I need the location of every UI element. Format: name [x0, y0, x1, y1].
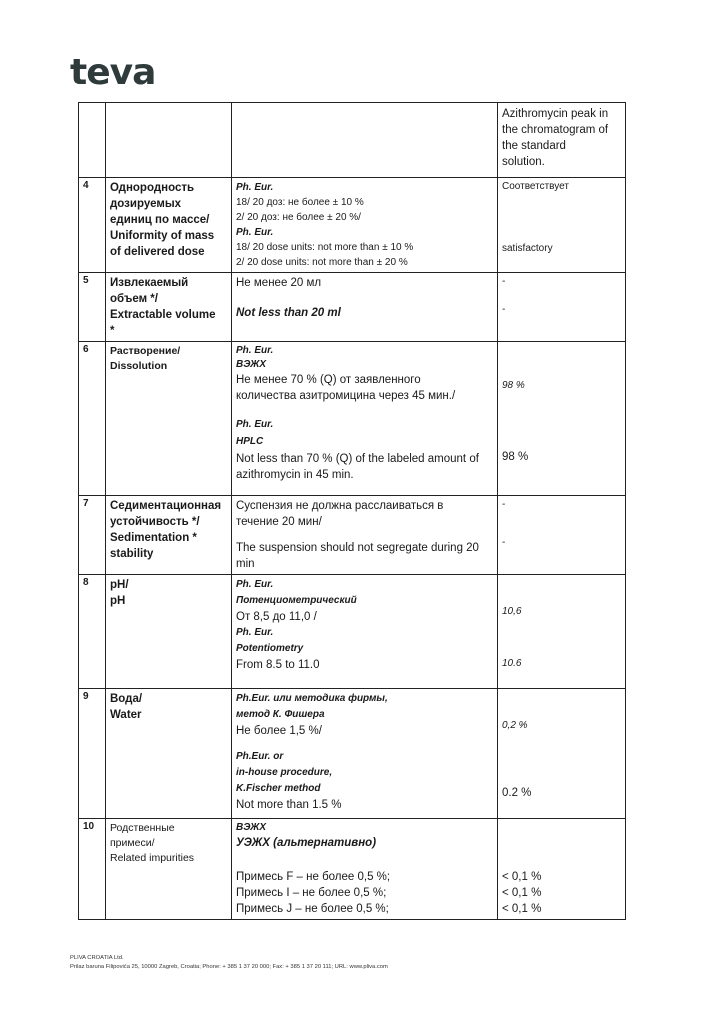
- row-number: [79, 103, 106, 178]
- row-number: 8: [79, 575, 106, 689]
- test-name: [106, 273, 232, 342]
- requirement: [232, 496, 498, 575]
- test-name: [106, 342, 232, 496]
- result: [498, 178, 626, 273]
- result-line: -: [502, 304, 506, 315]
- name-line: объем */: [110, 293, 158, 305]
- result-line: 0.2 %: [502, 787, 532, 799]
- test-name: [106, 178, 232, 273]
- table-row: [79, 496, 626, 575]
- method-label: Ph.Eur. or: [236, 751, 284, 762]
- method-label: УЭЖХ (альтернативно): [236, 837, 377, 849]
- test-name: [106, 689, 232, 819]
- name-line: Dissolution: [110, 360, 168, 372]
- specification-table: [78, 102, 626, 920]
- name-line: Извлекаемый: [110, 277, 189, 289]
- impurity-limit: Примесь I – не более 0,5 %;: [236, 887, 387, 899]
- result-line: 10.6: [502, 658, 522, 669]
- requirement: [232, 178, 498, 273]
- result: [498, 342, 626, 496]
- requirement-line: Not less than 20 ml: [236, 307, 341, 319]
- requirement-line: The suspension should not segregate during 20: [236, 542, 479, 554]
- requirement-line: 2/ 20 доз: не более ± 20 %/: [236, 212, 361, 223]
- result: [498, 496, 626, 575]
- result-line: the chromatogram of: [502, 124, 609, 136]
- table-row: [79, 342, 626, 496]
- row-number: 10: [79, 819, 106, 920]
- result: [498, 819, 626, 920]
- name-line: Sedimentation *: [110, 532, 197, 544]
- method-label: ВЭЖХ: [236, 359, 267, 370]
- requirement: [232, 819, 498, 920]
- method-label: Ph. Eur.: [236, 419, 274, 430]
- requirement: [232, 103, 498, 178]
- method-label: Ph. Eur.: [236, 345, 274, 356]
- requirement-line: Не более 1,5 %/: [236, 725, 322, 737]
- company-address: Prilaz baruna Filipovića 25, 10000 Zagreb, Croatia; Phone: + 385 1 37 20 000; Fax: + 385 1 37 20 111; URL: www.pliva.com: [70, 964, 388, 970]
- requirement-line: Не менее 20 мл: [236, 277, 322, 289]
- test-name: [106, 575, 232, 689]
- row-number: 4: [79, 178, 106, 273]
- result: [498, 689, 626, 819]
- name-line: *: [110, 325, 115, 337]
- row-number: 7: [79, 496, 106, 575]
- name-line: pH: [110, 595, 126, 607]
- impurity-limit: Примесь F – не более 0,5 %;: [236, 871, 391, 883]
- test-name: [106, 103, 232, 178]
- test-name: [106, 496, 232, 575]
- result-line: -: [502, 276, 506, 287]
- name-line: единиц по массе/: [110, 214, 210, 226]
- requirement: [232, 575, 498, 689]
- name-line: примеси/: [110, 837, 155, 849]
- name-line: Related impurities: [110, 852, 195, 864]
- method-label: Ph.Eur. или методика фирмы,: [236, 693, 388, 704]
- requirement: [232, 689, 498, 819]
- name-line: Вода/: [110, 693, 143, 705]
- result-line: Azithromycin peak in: [502, 108, 609, 120]
- result-line: 0,2 %: [502, 720, 528, 731]
- requirement: [232, 273, 498, 342]
- name-line: устойчивость */: [110, 516, 200, 528]
- requirement-line: От 8,5 до 11,0 /: [236, 611, 317, 623]
- result-line: -: [502, 499, 506, 510]
- test-name: [106, 819, 232, 920]
- result: [498, 103, 626, 178]
- method-label: in-house procedure,: [236, 767, 333, 778]
- requirement-line: min: [236, 558, 255, 570]
- requirement-line: 2/ 20 dose units: not more than ± 20 %: [236, 257, 408, 268]
- name-line: Uniformity of mass: [110, 230, 215, 242]
- requirement-line: Not less than 70 % (Q) of the labeled amount of: [236, 453, 479, 465]
- method-label: метод К. Фишера: [236, 709, 325, 720]
- method-label: K.Fischer method: [236, 783, 321, 794]
- name-line: Седиментационная: [110, 500, 222, 512]
- table-row: [79, 103, 626, 178]
- requirement-line: Суспензия не должна расслаиваться в: [236, 500, 444, 512]
- requirement-line: течение 20 мин/: [236, 516, 322, 528]
- requirement-line: количества азитромицина через 45 мин./: [236, 390, 456, 402]
- method-label: ВЭЖХ: [236, 822, 267, 833]
- requirement-line: 18/ 20 dose units: not more than ± 10 %: [236, 242, 414, 253]
- result-line: 98 %: [502, 451, 529, 463]
- requirement-line: Не менее 70 % (Q) от заявленного: [236, 374, 421, 386]
- result-line: 10,6: [502, 606, 522, 617]
- name-line: дозируемых: [110, 198, 182, 210]
- method-label: HPLC: [236, 436, 264, 447]
- name-line: pH/: [110, 579, 129, 591]
- result-line: < 0,1 %: [502, 903, 542, 915]
- row-number: 9: [79, 689, 106, 819]
- name-line: Однородность: [110, 182, 195, 194]
- company-name: PLIVA CROATIA Ltd.: [70, 955, 124, 961]
- result-line: < 0,1 %: [502, 871, 542, 883]
- result-line: satisfactory: [502, 243, 553, 254]
- method-label: Ph. Eur.: [236, 227, 274, 238]
- method-label: Потенциометрический: [236, 595, 357, 606]
- method-label: Potentiometry: [236, 643, 304, 654]
- method-label: Ph. Eur.: [236, 579, 274, 590]
- impurity-limit: Примесь J – не более 0,5 %;: [236, 903, 389, 915]
- name-line: Растворение/: [110, 345, 181, 357]
- requirement: [232, 342, 498, 496]
- table-row: [79, 273, 626, 342]
- requirement-line: From 8.5 to 11.0: [236, 659, 320, 671]
- name-line: Water: [110, 709, 142, 721]
- table-row: [79, 575, 626, 689]
- teva-logo: teva: [70, 52, 156, 93]
- result: [498, 575, 626, 689]
- method-label: Ph. Eur.: [236, 627, 274, 638]
- name-line: Родственные: [110, 822, 175, 834]
- table-row: [79, 819, 626, 920]
- result-line: the standard: [502, 140, 566, 152]
- result-line: -: [502, 537, 506, 548]
- table-row: [79, 178, 626, 273]
- table-row: [79, 689, 626, 819]
- name-line: stability: [110, 548, 154, 560]
- name-line: of delivered dose: [110, 246, 205, 258]
- result-line: < 0,1 %: [502, 887, 542, 899]
- result-line: Соответствует: [502, 181, 569, 192]
- requirement-line: Not more than 1.5 %: [236, 799, 342, 811]
- result: [498, 273, 626, 342]
- row-number: 6: [79, 342, 106, 496]
- method-label: Ph. Eur.: [236, 182, 274, 193]
- requirement-line: azithromycin in 45 min.: [236, 469, 354, 481]
- row-number: 5: [79, 273, 106, 342]
- requirement-line: 18/ 20 доз: не более ± 10 %: [236, 197, 364, 208]
- result-line: 98 %: [502, 380, 525, 391]
- page-footer: [70, 954, 388, 972]
- result-line: solution.: [502, 156, 545, 168]
- name-line: Extractable volume: [110, 309, 216, 321]
